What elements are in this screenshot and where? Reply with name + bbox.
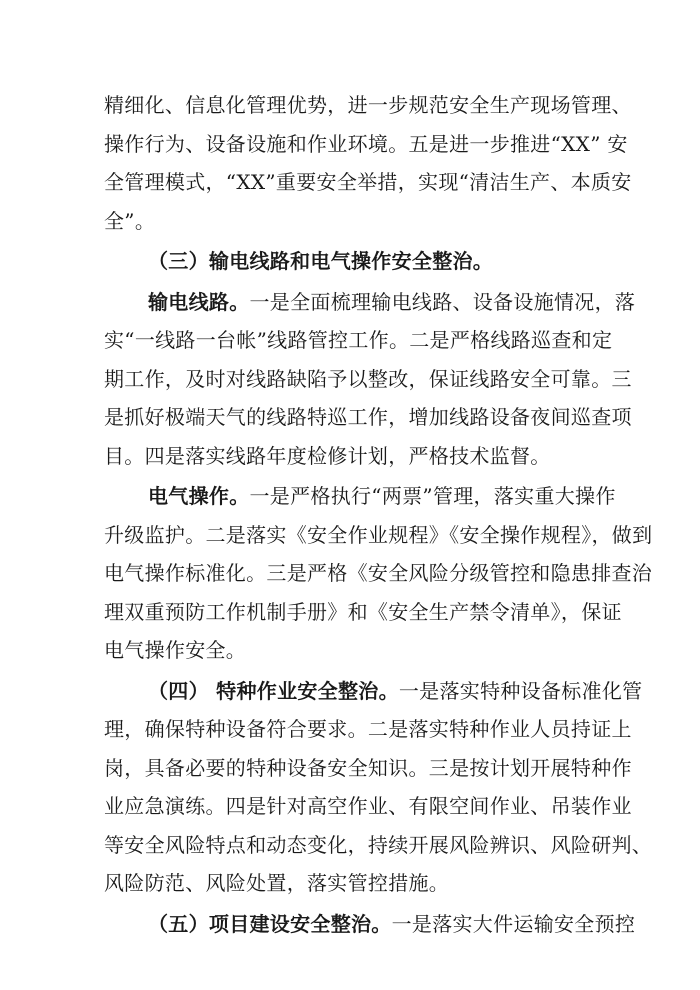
paragraph-line: 精细化、信息化管理优势，进一步规范安全生产现场管理、 [104, 93, 632, 117]
paragraph-line: 全”。 [104, 208, 156, 233]
paragraph-line: 升级监护。二是落实《安全作业规程》《安全操作规程》，做到 [104, 522, 653, 547]
paragraph-electrical-first-line [104, 477, 616, 516]
paragraph-line: 期工作，及时对线路缺陷予以整改，保证线路安全可靠。三 [104, 366, 632, 391]
paragraph-transmission-first-line [104, 283, 636, 322]
paragraph-line: 电气操作安全。 [104, 638, 247, 662]
paragraph-text: 一是落实大件运输安全预控 [391, 911, 636, 936]
paragraph-section5-first-line [104, 905, 636, 944]
paragraph-line: 理，确保特种设备符合要求。二是落实特种作业人员持证上 [104, 717, 632, 741]
paragraph-lead: 电气操作。 [148, 484, 250, 508]
paragraph-line: 风险防范、风险处置，落实管控措施。 [104, 871, 450, 895]
paragraph-line: 目。四是落实线路年度检修计划，严格技术监督。 [104, 443, 551, 468]
paragraph-line: 等安全风险特点和动态变化，持续开展风险辨识、风险研判、 [104, 832, 653, 857]
document-page [104, 86, 653, 943]
paragraph-text: 一是落实特种设备标准化管 [398, 678, 643, 703]
paragraph-line: 是抓好极端天气的线路特巡工作，增加线路设备夜间巡查项 [104, 405, 632, 429]
paragraph-line: 实“一线路一台帐”线路管控工作。二是严格线路巡查和定 [104, 328, 613, 352]
section-heading-4: （四） 特种作业安全整治。 [148, 678, 399, 703]
paragraph-line: 岗，具备必要的特种设备安全知识。三是按计划开展特种作 [104, 755, 632, 780]
section-heading-5: （五）项目建设安全整治。 [148, 911, 392, 936]
paragraph-line: 业应急演练。四是针对高空作业、有限空间作业、吊装作业 [104, 794, 632, 818]
paragraph-line: 全管理模式，“XX”重要安全举措，实现“清洁生产、本质安 [104, 170, 632, 194]
paragraph-line: 理双重预防工作机制手册》和《安全生产禁令清单》，保证 [104, 599, 622, 624]
paragraph-section4-first-line [104, 672, 643, 711]
section-heading-3: （三）输电线路和电气操作安全整治。 [148, 249, 494, 273]
paragraph-line: 操作行为、设备设施和作业环境。五是进一步推进“XX” 安 [104, 131, 628, 156]
paragraph-line: 电气操作标准化。三是严格《安全风险分级管控和隐患排查治 [104, 561, 653, 585]
paragraph-text: 一是全面梳理输电线路、设备设施情况，落 [249, 289, 636, 314]
paragraph-lead: 输电线路。 [148, 289, 250, 314]
paragraph-text: 一是严格执行“两票”管理，落实重大操作 [249, 484, 616, 508]
